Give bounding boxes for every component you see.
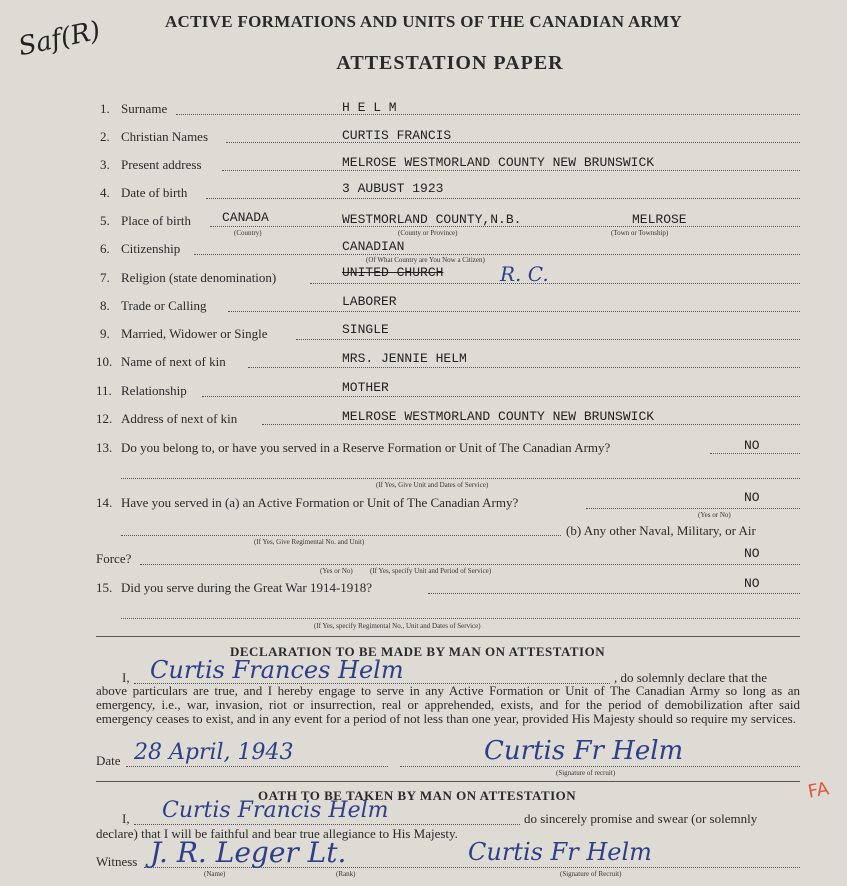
birth-town: MELROSE bbox=[632, 212, 687, 227]
declaration-signature: Curtis Fr Helm bbox=[484, 736, 684, 766]
declarant-name: Curtis Frances Helm bbox=[150, 656, 404, 684]
field-num: 1. bbox=[100, 101, 110, 116]
divider bbox=[96, 781, 800, 782]
fa-stamp: FA bbox=[806, 778, 831, 803]
declaration-title: DECLARATION TO BE MADE BY MAN ON ATTESTATION bbox=[230, 644, 606, 659]
attestation-paper: Saf(R) ACTIVE FORMATIONS AND UNITS OF THE CANADIAN ARMY ATTESTATION PAPER 1. Surname H E L M 2. Christian Names CURTIS FRANCIS 3. Present address MELROSE WESTMORLAND COUNTY NEW BRUNSWICK 4. Date of birth 3 AUBUST 1923 5. Place of birth CANADA WESTMORLAND COUNTY,N.B. MELROSE (Country) (County or Province) (Town or Township) 6. Citizenship CANADIAN (Of What Country are You Now a Citizen) 7. Religion (state denomination) UNITED CHURCH R. C. 8. Trade or Calling LABORER 9. Married, Widower or Single SINGLE 10. Name of next of kin MRS. JENNIE HELM 11. Relationship MOTHER 12. Address of next of kin MELROSE WESTMORLAND COUNTY NEW BRUNSWICK 13. Do you belong to, or have you served in a Reserve Formation or Unit of The Canadian Army? NO (If Yes, Give Unit and Dates of Service) 14. Have you served in (a) an Active Formation or Unit of The Canadian Army? NO (Yes or No) (b) Any other Naval, Military, or Air (If Yes, Give Regimental No. and Unit) Force? NO (Yes or No) (If Yes, specify Unit and Period of Service) 15. Did you serve during the Great War 1914-1918? NO (If Yes, specify Regimental No., Unit and Dates of Service) DECLARATION TO BE MADE BY MAN ON ATTESTATION I, Curtis Frances Helm , do solemnly declare that the above particulars are true, and I hereby engage to serve in any Active Formation or Unit of The Canadian Army so long as an emergency, i.e., war, invasion, riot or insurrection, real or apprehended, exists, and for the period of demobilization after said emergency ceases to exist, and in any event for a period of not less than one year, provided His Majesty should so require my services. Date 28 April, 1943 Curtis Fr Helm (Signature of recruit) OATH TO BE TAKEN BY MAN ON ATTESTATION I, Curtis Francis Helm do sincerely promise and swear (or solemnly declare) that I will be faithful and bear true allegiance to His Majesty. Witness J. R. Leger Lt. Curtis Fr Helm (Name) (Rank) (Signature of Recruit) FA bbox=[0, 0, 847, 886]
field-label: Surname bbox=[121, 101, 168, 116]
divider bbox=[96, 636, 800, 637]
witness-signature: J. R. Leger Lt. bbox=[150, 836, 347, 869]
form-title: ACTIVE FORMATIONS AND UNITS OF THE CANADIAN ARMY bbox=[164, 12, 683, 31]
oath-title: OATH TO BE TAKEN BY MAN ON ATTESTATION bbox=[258, 788, 577, 803]
margin-note: Saf(R) bbox=[15, 15, 104, 63]
oath-signature: Curtis Fr Helm bbox=[468, 838, 652, 866]
religion-correction: R. C. bbox=[500, 262, 549, 286]
oath-name: Curtis Francis Helm bbox=[162, 798, 389, 823]
form-subtitle: ATTESTATION PAPER bbox=[336, 52, 564, 74]
declaration-text: above particulars are true, and I hereby engage to serve in any Active Formation or Unit of The Canadian Army so long as an emergency, i.e., war, invasion, riot or insurrection, real or apprehended, exists, and for the period of demobilization after said emergency ceases to exist, and in any event for a period of not less than one year, provided His Majesty should so require my services. bbox=[96, 683, 800, 726]
birth-country: CANADA bbox=[222, 210, 269, 225]
field-value: H E L M bbox=[342, 100, 397, 115]
birth-province: WESTMORLAND COUNTY,N.B. bbox=[342, 212, 522, 227]
declaration-date: 28 April, 1943 bbox=[134, 740, 294, 765]
